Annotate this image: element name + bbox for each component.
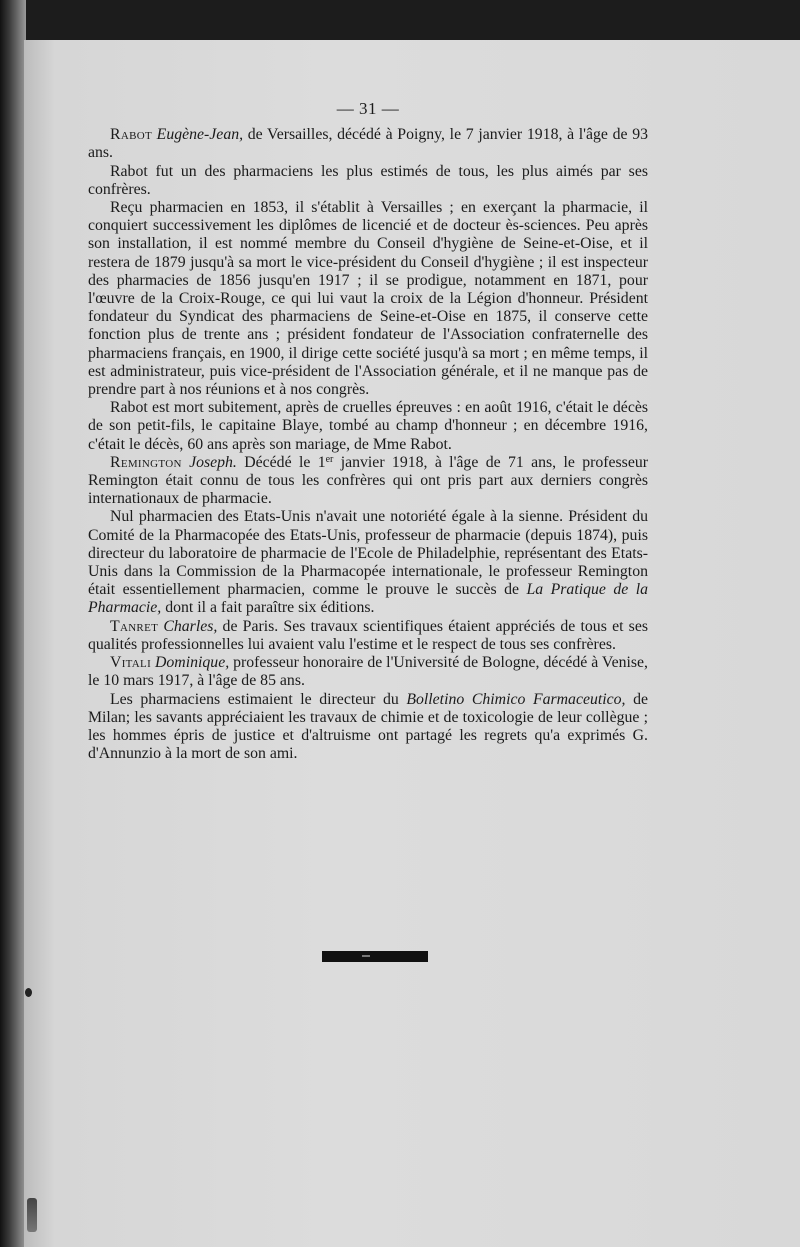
body-text: Les pharmaciens estimaient le directeur du <box>110 690 407 708</box>
entry-surname: Rabot <box>110 126 152 144</box>
binding-clip <box>27 1198 37 1232</box>
entry-given-name: Eugène-Jean, <box>156 126 244 144</box>
entry-surname: Vitali <box>110 654 152 672</box>
entry-heading-paragraph <box>88 654 648 690</box>
superscript: er <box>325 453 334 465</box>
obituary-vitali <box>88 654 648 763</box>
book-spine <box>0 0 26 1247</box>
entry-text: de Paris. Ses travaux scientifiques étaient appréciés de tous et ses qualités professionnelles lui avaient valu l'estime et le respect de tous ses confrères. <box>88 617 648 653</box>
body-paragraph <box>88 508 648 617</box>
body-paragraph: Rabot fut un des pharmaciens les plus estimés de tous, les plus aimés par ses confrères. <box>88 162 648 198</box>
entry-surname: Remington <box>110 453 182 471</box>
journal-title: Bolletino Chimico Farmaceutico, <box>406 690 626 708</box>
entry-given-name: Dominique, <box>155 654 230 672</box>
entry-text: Décédé le 1 <box>236 453 326 471</box>
entry-text: professeur honoraire de l'Université de Bologne, décédé à Venise, le 10 mars 1917, à l'âge de 85 ans. <box>88 654 648 690</box>
body-text: Nul pharmacien des Etats-Unis n'avait une notoriété égale à la sienne. Président du Comité de la Pharmacopée des Etats-Unis, professeur de pharmacie (depuis 1874), puis directeur du laboratoire de pharmacie de l'Ecole de Philadelphie, représentant des Etats-Unis dans la Commission de la Pharmacopée internationale, le professeur Remington était essentiellement pharmacien, comme le prouve le succès de <box>88 508 648 599</box>
binding-hole <box>25 988 32 997</box>
paper-page <box>24 40 800 1247</box>
entry-surname: Tanret <box>110 617 159 635</box>
end-ornament-bar <box>322 951 428 962</box>
body-paragraph: Reçu pharmacien en 1853, il s'établit à Versailles ; en exerçant la pharmacie, il conquiert successivement les diplômes de licencié et de docteur ès-sciences. Peu après son installation, il est nommé membre du Conseil d'hygiène de Seine-et-Oise, et il restera de 1879 jusqu'à sa mort le vice-président du Conseil d'hygiène ; il est inspecteur des pharmacies de 1856 jusqu'en 1917 ; il se prodigue, notamment en 1871, pour l'œuvre de la Croix-Rouge, ce qui lui vaut la croix de la Légion d'honneur. Président fondateur du Syndicat des pharmaciens de Seine-et-Oise en 1875, il conserve cette fonction plus de trente ans ; président fondateur de l'Association confraternelle des pharmaciens français, en 1900, il dirige cette société jusqu'à sa mort ; en même temps, il est administrateur, puis vice-président de l'Association générale, et il ne manque pas de prendre part à nos réunions et à nos congrès. <box>88 199 648 399</box>
body-paragraph <box>88 691 648 764</box>
entry-given-name: Joseph. <box>189 453 237 471</box>
body-text: de Milan; les savants appréciaient les travaux de chimie et de toxicologie de leur collègue ; les hommes épris de justice et d'altruisme ont partagé les regrets qu'a exprimés G. d'Annunzio à la mort de son ami. <box>88 690 648 763</box>
entry-text: de Versailles, décédé à Poigny, le 7 janvier 1918, à l'âge de 93 ans. <box>88 126 648 162</box>
entry-text: janvier 1918, à l'âge de 71 ans, le professeur Remington était connu de tous les confrères qui ont pris part aux derniers congrès internationaux de pharmacie. <box>88 453 648 508</box>
body-paragraph: Rabot est mort subitement, après de cruelles épreuves : en août 1916, c'était le décès de son petit-fils, le capitaine Blaye, tombé au champ d'honneur ; en décembre 1916, c'était le décès, 60 ans après son mariage, de Mme Rabot. <box>88 399 648 453</box>
page-content <box>88 100 648 763</box>
entry-heading-paragraph <box>88 618 648 654</box>
entry-given-name: Charles, <box>163 617 218 635</box>
book-title: La Pratique de la Pharmacie, <box>88 581 648 617</box>
obituary-remington <box>88 454 648 618</box>
page-number: — 31 — <box>336 99 400 118</box>
obituary-rabot <box>88 126 648 454</box>
obituary-tanret <box>88 618 648 654</box>
entry-heading-paragraph <box>88 454 648 509</box>
body-text: dont il a fait paraître six éditions. <box>161 599 375 617</box>
entry-heading-paragraph <box>88 126 648 162</box>
